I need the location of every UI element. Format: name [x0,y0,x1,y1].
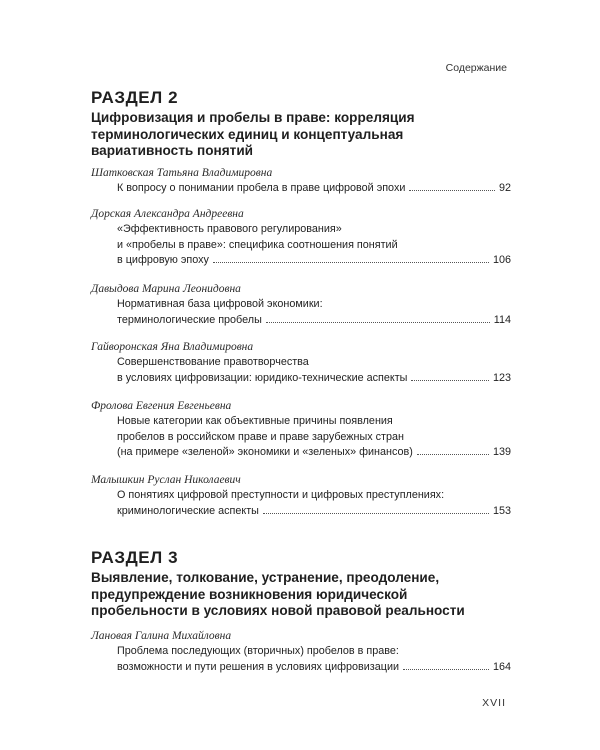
entry-title-line: К вопросу о понимании пробела в праве цифровой эпохи 92 [117,181,511,197]
entry-title [117,355,511,386]
section-title-line: пробельности в условиях новой правовой реальности [91,603,465,618]
entry-page: 106 [492,254,511,266]
section-label: РАЗДЕЛ 2 [91,88,179,107]
entry-title-line: (на примере «зеленой» экономики и «зеленых» финансов) 139 [117,445,511,461]
toc-entry[interactable] [91,207,511,269]
entry-author: Гайворонская Яна Владимировна [91,341,254,353]
entry-title-line: О понятиях цифровой преступности и цифровых преступлениях: [117,489,445,501]
page-number: XVII [482,697,506,709]
entry-page: 92 [498,182,511,194]
entry-title [117,488,511,519]
entry-title-line: в цифровую эпоху 106 [117,253,511,269]
section-title [91,570,511,620]
entry-page: 164 [492,660,511,673]
section-title-line: вариативность понятий [91,143,254,158]
section-title-line: терминологических единиц и концептуальная [91,126,404,142]
entry-title [117,181,511,197]
entry-title [117,644,511,675]
entry-author: Давыдова Марина Леонидовна [91,283,241,295]
entry-page: 153 [492,504,511,517]
entry-title-line: терминологические пробелы 114 [117,313,511,329]
dot-leader [417,454,489,455]
dot-leader [213,262,489,263]
entry-title-line: в условиях цифровизации: юридико-технические аспекты 123 [117,371,511,387]
toc-entry[interactable] [91,166,511,197]
entry-title-line: Новые категории как объективные причины появления [117,415,393,427]
section-title [91,110,511,160]
entry-page: 139 [492,446,511,458]
dot-leader [266,322,490,323]
entry-author: Малышкин Руслан Николаевич [91,474,241,486]
toc-entry[interactable] [91,340,511,386]
dot-leader [403,669,489,670]
toc-entry[interactable] [91,629,511,675]
entry-title-line: Нормативная база цифровой экономики: [117,298,323,310]
toc-entry[interactable] [91,473,511,519]
entry-title [117,297,511,328]
entry-title-line: Проблема последующих (вторичных) пробелов в праве: [117,645,399,657]
section-title-line: Выявление, толкование, устранение, преодоление, [91,570,440,585]
dot-leader [409,190,495,191]
entry-author: Дорская Александра Андреевна [91,208,244,220]
entry-title [117,222,511,269]
entry-title [117,414,511,461]
dot-leader [411,380,489,381]
entry-author: Шатковская Татьяна Владимировна [91,167,273,179]
section-3-heading [91,548,511,620]
dot-leader [263,513,489,514]
entry-title-line: Совершенствование правотворчества [117,356,309,368]
entry-page: 123 [492,371,511,384]
entry-title-line: «Эффективность правового регулирования» [117,223,342,235]
section-label: РАЗДЕЛ 3 [91,548,179,567]
toc-entry[interactable] [91,282,511,328]
entry-page: 114 [493,313,511,326]
section-2-heading [91,88,511,160]
section-title-line: Цифровизация и пробелы в праве: корреляция [91,110,415,125]
entry-title-line: криминологические аспекты 153 [117,504,511,520]
entry-title-line: пробелов в российском праве и праве зарубежных стран [117,430,404,443]
entry-title-line: возможности и пути решения в условиях цифровизации 164 [117,660,511,676]
running-head: Содержание [445,62,507,74]
entry-author: Лановая Галина Михайловна [91,630,232,642]
toc-entry[interactable] [91,399,511,461]
entry-author: Фролова Евгения Евгеньевна [91,400,232,412]
section-title-line: предупреждение возникновения юридической [91,586,408,602]
entry-title-line: и «пробелы в праве»: специфика соотношения понятий [117,238,398,251]
